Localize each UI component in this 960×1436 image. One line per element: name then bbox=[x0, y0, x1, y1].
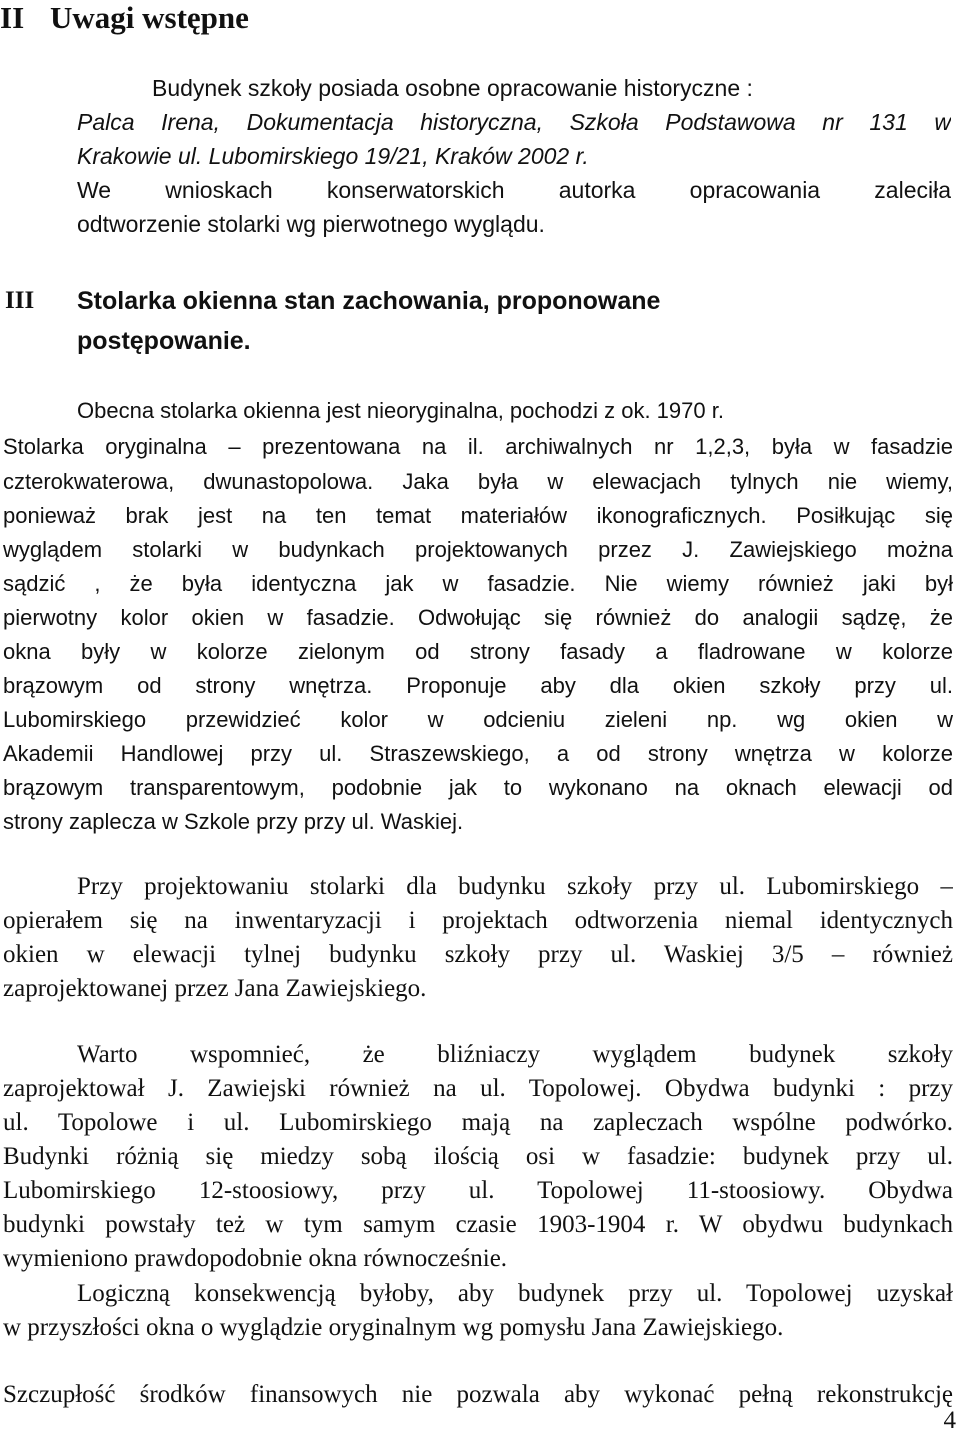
para3-line-6: budynki powstały też w tym samym czasie 1903-1904 r. W obydwu budynkach bbox=[3, 1211, 953, 1238]
para1-line-12: brązowym transparentowym, podobnie jak to wykonano na oknach elewacji od bbox=[3, 775, 953, 800]
para1-line-13: strony zaplecza w Szkole przy przy ul. Waskiej. bbox=[3, 809, 464, 834]
para2-line-1: Przy projektowaniu stolarki dla budynku szkoły przy ul. Lubomirskiego – bbox=[77, 873, 953, 900]
uwagi-line-4: We wnioskach konserwatorskich autorka opracowania zaleciła bbox=[77, 177, 951, 203]
para1-line-2: Stolarka oryginalna – prezentowana na il. archiwalnych nr 1,2,3, była w fasadzie bbox=[3, 434, 953, 459]
para1-line-7: pierwotny kolor okien w fasadzie. Odwołując się również do analogii sądzę, że bbox=[3, 605, 953, 630]
uwagi-line-2: Palca Irena, Dokumentacja historyczna, Szkoła Podstawowa nr 131 w bbox=[77, 109, 951, 135]
para1-line-8: okna były w kolorze zielonym od strony fasady a fladrowane w kolorze bbox=[3, 639, 953, 664]
para4-line-2: w przyszłości okna o wyglądzie oryginalnym wg pomysłu Jana Zawiejskiego. bbox=[3, 1314, 784, 1341]
para1-line-1: Obecna stolarka okienna jest nieoryginalna, pochodzi z ok. 1970 r. bbox=[77, 398, 724, 423]
para2-line-4: zaprojektowanej przez Jana Zawiejskiego. bbox=[3, 975, 427, 1002]
para3-line-7: wymieniono prawdopodobnie okna równocześnie. bbox=[3, 1245, 508, 1272]
para3-line-1: Warto wspomnieć, że bliźniaczy wyglądem budynek szkoły bbox=[77, 1041, 953, 1068]
uwagi-line-5: odtworzenie stolarki wg pierwotnego wyglądu. bbox=[77, 211, 545, 237]
para2-line-2: opierałem się na inwentaryzacji i projektach odtworzenia niemal identycznych bbox=[3, 907, 953, 934]
section-title-uwagi: Uwagi wstępne bbox=[50, 0, 249, 35]
para1-line-9: brązowym od strony wnętrza. Proponuje aby dla okien szkoły przy ul. bbox=[3, 673, 953, 698]
para3-line-5: Lubomirskiego 12-stoosiowy, przy ul. Topolowej 11-stoosiowy. Obydwa bbox=[3, 1177, 953, 1204]
para5-line-1: Szczupłość środków finansowych nie pozwala aby wykonać pełną rekonstrukcję bbox=[3, 1381, 953, 1408]
para4-line-1: Logiczną konsekwencją byłoby, aby budynek przy ul. Topolowej uzyskał bbox=[77, 1280, 953, 1307]
para1-line-10: Lubomirskiego przewidzieć kolor w odcieniu zieleni np. wg okien w bbox=[3, 707, 953, 732]
section-title-stolarka-1: Stolarka okienna stan zachowania, proponowane bbox=[77, 287, 661, 315]
para1-line-3: czterokwaterowa, dwunastopolowa. Jaka była w elewacjach tylnych nie wiemy, bbox=[3, 469, 953, 494]
page-number: 4 bbox=[943, 1407, 956, 1434]
para1-line-5: wyglądem stolarki w budynkach projektowanych przez J. Zawiejskiego można bbox=[3, 537, 953, 562]
section-number-ii: II bbox=[0, 0, 25, 35]
uwagi-line-1: Budynek szkoły posiada osobne opracowanie historyczne : bbox=[152, 75, 753, 101]
para3-line-4: Budynki różnią się miedzy sobą ilością osi w fasadzie: budynek przy ul. bbox=[3, 1143, 953, 1170]
para1-line-6: sądzić , że była identyczna jak w fasadzie. Nie wiemy również jaki był bbox=[3, 571, 953, 596]
para2-line-3: okien w elewacji tylnej budynku szkoły przy ul. Waskiej 3/5 – również bbox=[3, 941, 953, 968]
para3-line-2: zaprojektował J. Zawiejski również na ul. Topolowej. Obydwa budynki : przy bbox=[3, 1075, 953, 1102]
section-title-stolarka-2: postępowanie. bbox=[77, 327, 251, 355]
section-number-iii: III bbox=[5, 287, 35, 314]
para1-line-11: Akademii Handlowej przy ul. Straszewskiego, a od strony wnętrza w kolorze bbox=[3, 741, 953, 766]
para3-line-3: ul. Topolowe i ul. Lubomirskiego mają na zapleczach wspólne podwórko. bbox=[3, 1109, 953, 1136]
para1-line-4: ponieważ brak jest na ten temat materiałów ikonograficznych. Posiłkując się bbox=[3, 503, 953, 528]
uwagi-line-3: Krakowie ul. Lubomirskiego 19/21, Kraków 2002 r. bbox=[77, 143, 589, 169]
